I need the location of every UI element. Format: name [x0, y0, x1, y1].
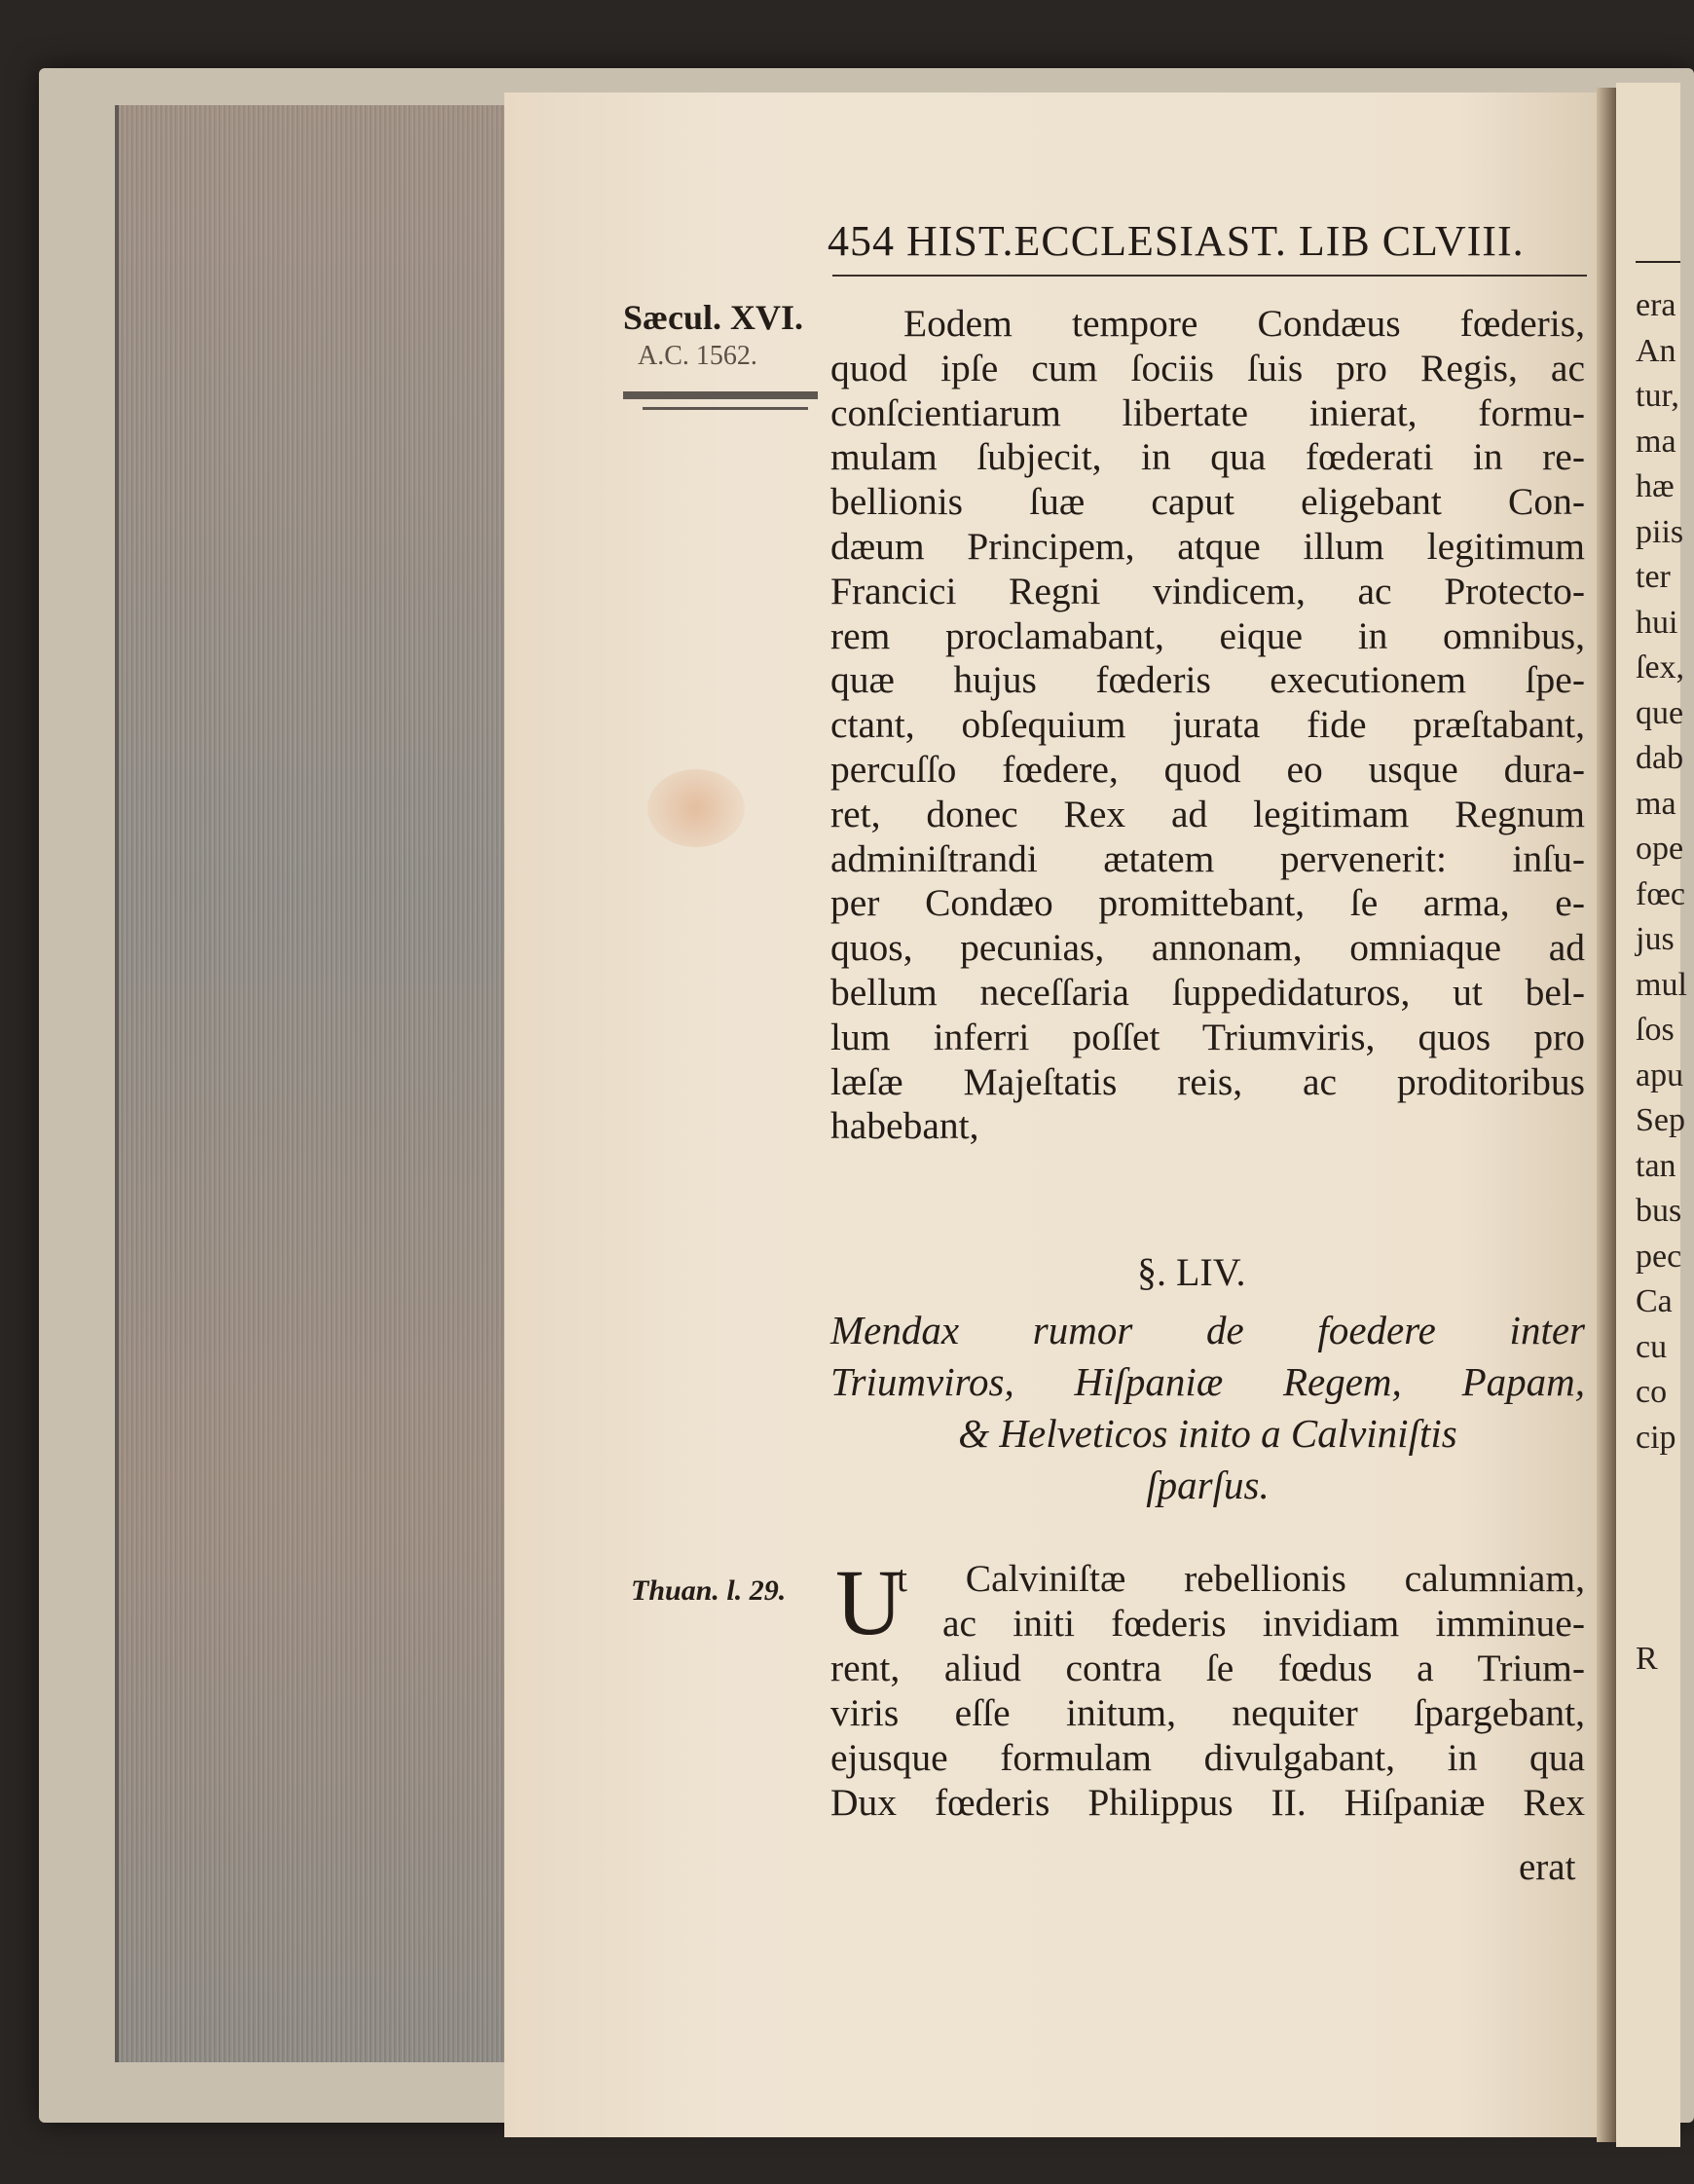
text-line: Triumviros, Hiſpaniæ Regem, Papam, — [830, 1359, 1585, 1404]
text-line: viris eſſe initum, nequiter ſpargebant, — [830, 1691, 1585, 1734]
text-line: lum inferri poſſet Triumviris, quos pro — [830, 1015, 1585, 1058]
header-rule — [832, 275, 1587, 277]
text-line: quos, pecunias, annonam, omniaque ad — [830, 926, 1585, 970]
catchword: erat — [1519, 1846, 1576, 1888]
text-line: quod ipſe cum ſociis ſuis pro Regis, ac — [830, 346, 1585, 389]
facing-page-text-fragment: R — [1636, 1641, 1658, 1677]
text-line: habebant, — [830, 1104, 979, 1148]
drop-cap: U — [835, 1550, 903, 1654]
page-fore-edge — [115, 105, 508, 2062]
facing-page-text-fragment: hæ — [1636, 468, 1675, 504]
facing-page-text-fragment: cu — [1636, 1328, 1668, 1365]
text-line: ejusque formulam divulgabant, in qua — [830, 1736, 1585, 1779]
text-line: dæum Principem, atque illum legitimum — [830, 524, 1585, 568]
margin-rule-thin — [643, 407, 808, 410]
facing-page-text-fragment: era — [1636, 287, 1676, 323]
paragraph-2 — [830, 1550, 1585, 1825]
facing-page-rule — [1636, 261, 1680, 263]
text-line: Francici Regni vindicem, ac Protecto- — [830, 569, 1585, 612]
facing-page-text-fragment: An — [1636, 332, 1676, 369]
facing-page-text-fragment: cip — [1636, 1419, 1676, 1456]
facing-page-text-fragment: apu — [1636, 1056, 1684, 1093]
text-line: conſcientiarum libertate inierat, formu- — [830, 390, 1585, 434]
text-line: ctant, obſequium jurata fide præſtabant, — [830, 703, 1585, 747]
facing-page-text-fragment: ma — [1636, 423, 1676, 460]
paper-stain — [647, 769, 745, 847]
margin-note-year: A.C. 1562. — [638, 341, 757, 371]
facing-page-text-fragment: jus — [1636, 921, 1675, 957]
facing-page-text-fragment: dab — [1636, 740, 1684, 776]
text-line: Dux fœderis Philippus II. Hiſpaniæ Rex — [830, 1781, 1585, 1824]
section-number: §. LIV. — [1137, 1250, 1246, 1294]
facing-page-text-fragment: bus — [1636, 1193, 1682, 1229]
text-line: ſparſus. — [1146, 1462, 1270, 1507]
text-line: læſæ Majeſtatis reis, ac proditoribus — [830, 1059, 1585, 1103]
section-title — [830, 1305, 1585, 1511]
facing-page-text-fragment: ſos — [1636, 1012, 1675, 1048]
facing-page-text-fragment: tan — [1636, 1147, 1676, 1184]
facing-page-text-fragment: ope — [1636, 831, 1684, 867]
facing-page-text-fragment: ſex, — [1636, 649, 1685, 685]
text-line: rem proclamabant, eique in omnibus, — [830, 613, 1585, 657]
facing-page-text-fragment: Ca — [1636, 1283, 1673, 1319]
facing-page-text-fragment: fœc — [1636, 875, 1685, 912]
text-line: bellionis ſuæ caput eligebant Con- — [830, 480, 1585, 524]
text-line: ret, donec Rex ad legitimam Regnum — [830, 792, 1585, 835]
text-line: bellum neceſſaria ſuppedidaturos, ut bel- — [830, 970, 1585, 1014]
running-head: 454 HIST.ECCLESIAST. LIB CLVIII. — [828, 217, 1525, 265]
margin-note-century: Sæcul. XVI. — [623, 298, 804, 337]
text-line: percuſſo fœdere, quod eo usque dura- — [830, 747, 1585, 791]
text-line: t Calviniſtæ rebellionis calumniam, — [897, 1557, 1585, 1600]
margin-rule — [623, 391, 818, 399]
paragraph-1 — [830, 302, 1585, 1149]
facing-page-text-fragment: mul — [1636, 966, 1687, 1003]
book-gutter — [1597, 88, 1616, 2142]
facing-page-text-fragment: Sep — [1636, 1102, 1685, 1138]
facing-page-text-fragment: pec — [1636, 1238, 1682, 1275]
facing-page-text-fragment: hui — [1636, 604, 1678, 641]
text-line: Mendax rumor de foedere inter — [830, 1308, 1585, 1352]
facing-page-text-fragment: ter — [1636, 559, 1671, 595]
text-line: rent, aliud contra ſe fœdus a Trium- — [830, 1647, 1585, 1689]
text-line: adminiſtrandi ætatem pervenerit: inſu- — [830, 836, 1585, 880]
facing-page-text-fragment: co — [1636, 1374, 1668, 1410]
text-line: mulam ſubjecit, in qua fœderati in re- — [830, 435, 1585, 479]
facing-page-text-fragment: tur, — [1636, 378, 1679, 414]
facing-page-edge — [1616, 83, 1687, 2147]
text-line: quæ hujus fœderis executionem ſpe- — [830, 658, 1585, 702]
facing-page-text-fragment: ma — [1636, 785, 1676, 822]
facing-page-text-fragment: que — [1636, 694, 1684, 731]
facing-page-text-fragment: piis — [1636, 513, 1684, 550]
text-line: & Helveticos inito a Calviniſtis — [958, 1411, 1457, 1456]
margin-note-citation: Thuan. l. 29. — [631, 1574, 787, 1607]
text-line: ac initi fœderis invidiam imminue- — [942, 1602, 1585, 1645]
text-line: per Condæo promittebant, ſe arma, e- — [830, 881, 1585, 925]
text-line: Eodem tempore Condæus fœderis, — [903, 302, 1585, 345]
